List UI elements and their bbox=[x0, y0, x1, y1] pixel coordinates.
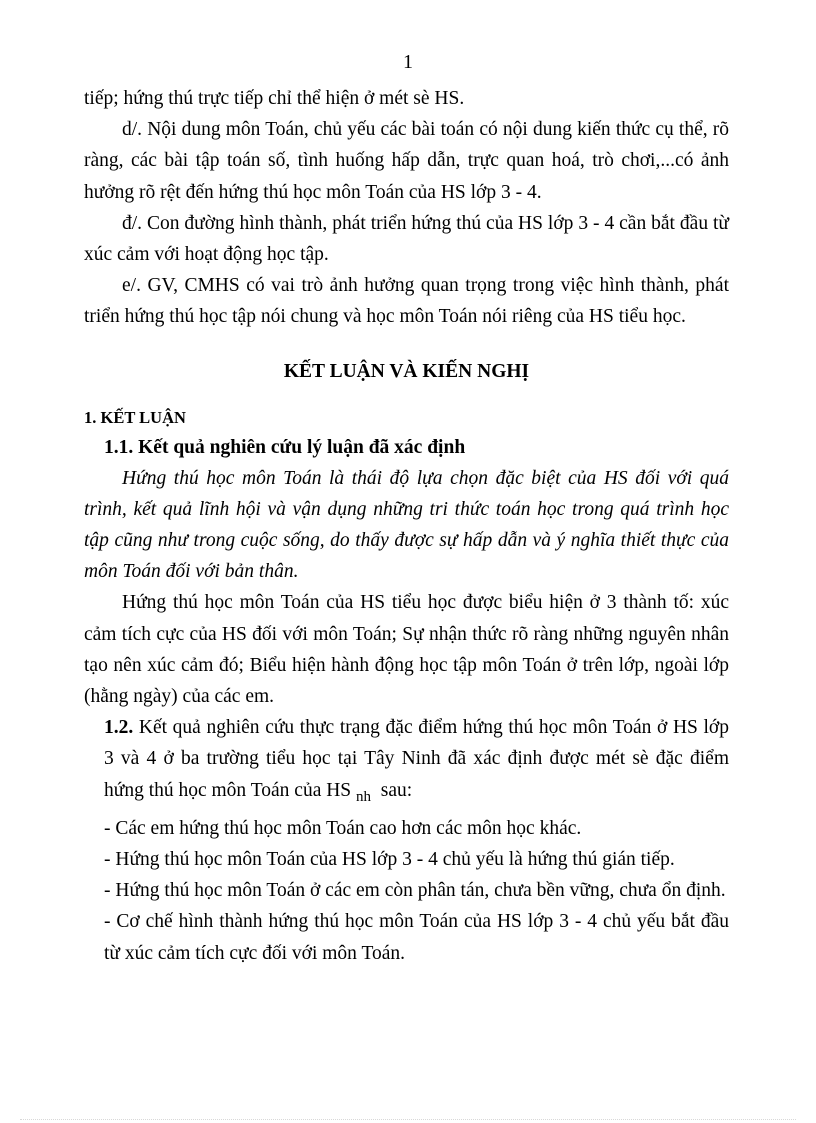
paragraph-continuation: tiếp; hứng thú trực tiếp chỉ thể hiện ở mét sè HS. bbox=[84, 88, 465, 109]
components-paragraph: Hứng thú học môn Toán của HS tiểu học được biểu hiện ở 3 thành tố: xúc cảm tích cực của HS đối với môn Toán; Sự nhận thức rõ ràng những nguyên nhân tạo nên xúc cảm đó; Biểu hiện hành động học tập môn Toán ở trên lớp, ngoài lớp (hằng ngày) của các em. bbox=[84, 592, 729, 708]
paragraph-dd: đ/. Con đường hình thành, phát triển hứng thú của HS lớp 3 - 4 cần bắt đầu từ xúc cảm với hoạt động học tập. bbox=[84, 212, 729, 266]
section-1-title: 1. KẾT LUẬN bbox=[84, 407, 186, 427]
subscript-marker: nh bbox=[356, 788, 372, 805]
page-content bbox=[84, 83, 729, 969]
bullet-item: - Cơ chế hình thành hứng thú học môn Toán của HS lớp 3 - 4 chủ yếu bắt đầu từ xúc cảm tích cực đối với môn Toán. bbox=[104, 911, 729, 964]
subsection-1-1-title: 1.1. Kết quả nghiên cứu lý luận đã xác định bbox=[104, 436, 466, 458]
bullet-item: - Hứng thú học môn Toán ở các em còn phân tán, chưa bền vững, chưa ổn định. bbox=[104, 880, 726, 902]
paragraph-e: e/. GV, CMHS có vai trò ảnh hưởng quan trọng trong việc hình thành, phát triển hứng thú học tập nói chung và học môn Toán nói riêng của HS tiểu học. bbox=[84, 275, 729, 328]
subsection-1-2-tail: sau: bbox=[380, 779, 413, 801]
page-number: 1 bbox=[403, 51, 413, 73]
subsection-1-2-text: Kết quả nghiên cứu thực trạng đặc điểm hứng thú học môn Toán ở HS lớp 3 và 4 ở ba trường tiểu học tại Tây Ninh đã xác định được mét sè đặc điểm hứng thú học môn Toán của HS bbox=[104, 717, 729, 801]
paragraph-d: d/. Nội dung môn Toán, chủ yếu các bài toán có nội dung kiến thức cụ thể, rõ ràng, các bài tập toán số, tình huống hấp dẫn, trực quan hoá, trò chơi,...có ảnh hưởng rõ rệt đến hứng thú học môn Toán của HS lớp 3 - 4. bbox=[84, 119, 729, 203]
conclusion-heading: KẾT LUẬN VÀ KIẾN NGHỊ bbox=[283, 360, 530, 382]
bullet-item: - Hứng thú học môn Toán của HS lớp 3 - 4 chủ yếu là hứng thú gián tiếp. bbox=[104, 849, 675, 871]
page-bottom-divider bbox=[20, 1119, 796, 1120]
subsection-1-2-paragraph bbox=[84, 712, 729, 813]
definition-paragraph: Hứng thú học môn Toán là thái độ lựa chọn đặc biệt của HS đối với quá trình, kết quả lĩnh hội và vận dụng những tri thức toán học trong quá trình học tập cũng như trong cuộc sống, do thấy được sự hấp dẫn và ý nghĩa thiết thực của môn Toán đối với bản thân. bbox=[84, 467, 729, 583]
subsection-1-2-number: 1.2. bbox=[104, 717, 134, 739]
bullet-item: - Các em hứng thú học môn Toán cao hơn các môn học khác. bbox=[104, 817, 582, 839]
